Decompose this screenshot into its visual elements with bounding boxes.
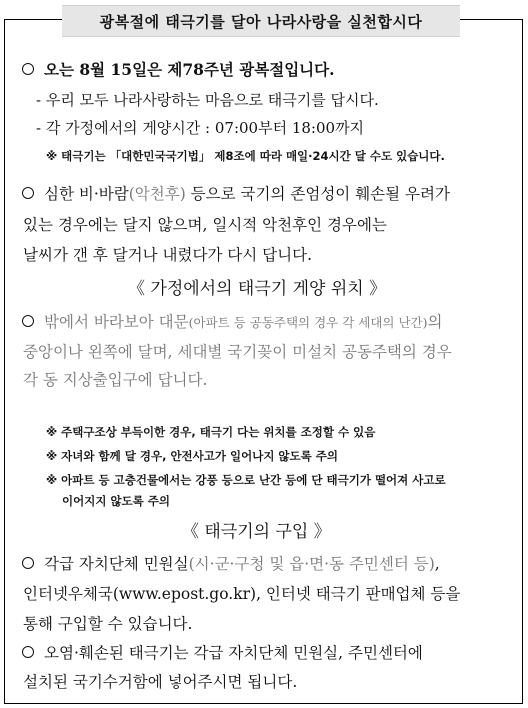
bullet-item-disposal: [22, 641, 423, 663]
location-text-a: 밖에서 바라보아 대문: [44, 313, 189, 331]
circle-bullet-icon: [22, 187, 34, 199]
bullet-item-purchase: [22, 552, 440, 574]
heading-purchase: 《 태극기의 구입 》: [182, 522, 331, 542]
note-flag-law: ※ 태극기는 「대한민국국기법」 제8조에 따라 매일·24시간 달 수도 있습니다.: [46, 149, 445, 163]
weather-line-2: 있는 경우에는 달지 않으며, 일시적 악천후인 경우에는: [23, 216, 387, 234]
purchase-text-b: (시·군·구청 및 읍·면·동 주민센터 등): [188, 555, 435, 573]
location-text-c: 의: [427, 313, 443, 331]
weather-text-c: 등으로 국기의 존엄성이 훼손될 우려가: [185, 185, 450, 203]
circle-bullet-icon: [22, 557, 34, 569]
purchase-line-3: 통해 구입할 수 있습니다.: [23, 615, 193, 633]
circle-bullet-icon: [22, 646, 34, 658]
bullet-item-location: [22, 310, 442, 332]
bullet-item-weather: [22, 182, 450, 204]
anniversary-text: 오는 8월 15일은 제78주년 광복절입니다.: [44, 60, 335, 79]
note-child-safety: ※ 자녀와 함께 달 경우, 안전사고가 일어나지 않도록 주의: [46, 449, 338, 463]
location-line-2: 중앙이나 왼쪽에 달며, 세대별 국기꽂이 미설치 공동주택의 경우: [23, 343, 452, 361]
purchase-text-c: ,: [434, 555, 440, 573]
circle-bullet-icon: [22, 315, 34, 327]
weather-line-3: 날씨가 갠 후 달거나 내렸다가 다시 답니다.: [23, 246, 313, 264]
weather-text-a: 심한 비·바람: [44, 185, 129, 203]
location-text-b: (아파트 등 공동주택의 경우 각 세대의 난간): [188, 315, 428, 330]
circle-bullet-icon: [22, 63, 34, 75]
note-highrise-2: 이어지지 않도록 주의: [62, 494, 170, 508]
weather-text-b: (악천후): [128, 185, 186, 203]
purchase-text-a: 각급 자치단체 민원실: [44, 555, 189, 573]
heading-location: 《 가정에서의 태극기 게양 위치 》: [128, 279, 387, 299]
note-highrise-1: ※ 아파트 등 고층건물에서는 강풍 등으로 난간 등에 단 태극기가 떨어져 사고로: [46, 473, 446, 487]
disposal-text: 오염·훼손된 태극기는 각급 자치단체 민원실, 주민센터에: [44, 644, 423, 662]
note-adjust-position: ※ 주택구조상 부득이한 경우, 태극기 다는 위치를 조정할 수 있음: [46, 425, 376, 439]
purchase-line-2: 인터넷우체국(www.epost.go.kr), 인터넷 태극기 판매업체 등을: [23, 585, 461, 603]
dash-item-hours: - 각 가정에서의 게양시간 : 07:00부터 18:00까지: [36, 119, 365, 137]
location-line-3: 각 동 지상출입구에 답니다.: [23, 371, 208, 389]
dash-item-hang-flag: - 우리 모두 나라사랑하는 마음으로 태극기를 답시다.: [36, 91, 379, 109]
disposal-line-2: 설치된 국기수거함에 넣어주시면 됩니다.: [23, 673, 298, 691]
bullet-item-anniversary: [22, 58, 335, 80]
document-title: 광복절에 태극기를 달아 나라사랑을 실천합시다: [62, 5, 460, 37]
